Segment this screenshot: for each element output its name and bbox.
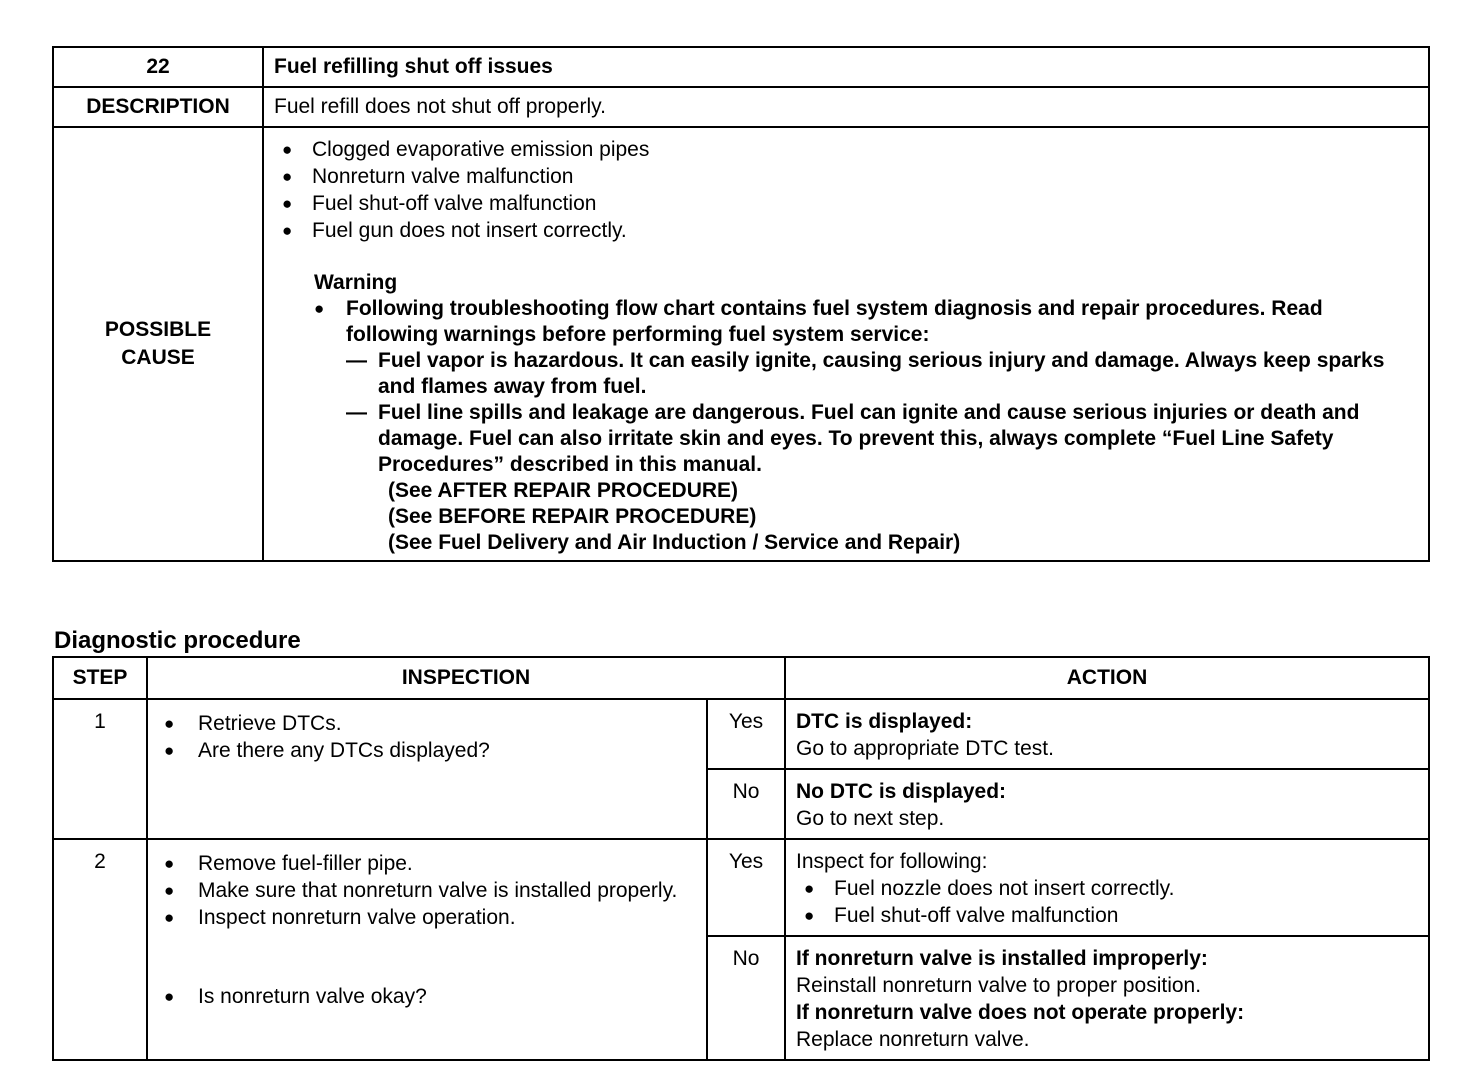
step-2-no-label: No: [707, 936, 785, 1060]
step-2-number: 2: [53, 839, 147, 1060]
list-item: ● Nonreturn valve malfunction: [274, 163, 1418, 190]
step-1-no-action: [785, 769, 1429, 839]
step-2-question-list: [156, 983, 696, 1010]
inspection-header: INSPECTION: [147, 657, 785, 699]
step-1-yes-action: [785, 699, 1429, 769]
see-ref: (See BEFORE REPAIR PROCEDURE): [388, 505, 757, 528]
list-item: ● Is nonreturn valve okay?: [156, 983, 696, 1010]
action-title: DTC is displayed:: [796, 710, 973, 733]
step-2-no-action: [785, 936, 1429, 1060]
action-title: If nonreturn valve is installed improperly:: [796, 947, 1208, 970]
step-2-yes-label: Yes: [707, 839, 785, 936]
list-item: ● Clogged evaporative emission pipes: [274, 136, 1418, 163]
cause-label-line-2: CAUSE: [121, 346, 195, 369]
cause-list: [274, 136, 1418, 244]
step-1-no-label: No: [707, 769, 785, 839]
warning-intro: [314, 296, 1418, 556]
list-item: ● Make sure that nonreturn valve is installed properly.: [156, 877, 696, 904]
diagnostic-heading: Diagnostic procedure: [54, 627, 301, 654]
step-1-yes-label: Yes: [707, 699, 785, 769]
list-item: ● Fuel nozzle does not insert correctly.: [796, 875, 1418, 902]
action-title: If nonreturn valve does not operate properly:: [796, 1001, 1245, 1024]
diagnostic-table: [52, 656, 1430, 1061]
step-2-yes-list: [796, 875, 1418, 929]
action-text: Replace nonreturn valve.: [796, 1028, 1030, 1051]
action-title: No DTC is displayed:: [796, 780, 1007, 803]
list-item: ● Fuel shut-off valve malfunction: [796, 902, 1418, 929]
symptom-title: Fuel refilling shut off issues: [263, 47, 1429, 87]
list-item: ● Fuel shut-off valve malfunction: [274, 190, 1418, 217]
possible-cause-content: [263, 127, 1429, 561]
action-text: Inspect for following:: [796, 850, 988, 873]
dash-mark: —: [346, 401, 367, 424]
dash-mark: —: [346, 349, 367, 372]
description-label: DESCRIPTION: [53, 87, 263, 127]
warning-dash-1-text: Fuel vapor is hazardous. It can easily ignite, causing serious injury and damage. Always keep sparks and flames away from fuel.: [378, 349, 1385, 398]
symptom-number: 22: [53, 47, 263, 87]
list-item: ● Remove fuel-filler pipe.: [156, 850, 696, 877]
see-ref: (See Fuel Delivery and Air Induction / Service and Repair): [388, 531, 961, 554]
action-text: Reinstall nonreturn valve to proper position.: [796, 974, 1202, 997]
symptom-table: [52, 46, 1430, 562]
warning-block: [314, 270, 1418, 556]
action-text: Go to appropriate DTC test.: [796, 737, 1054, 760]
action-header: ACTION: [785, 657, 1429, 699]
list-item: ● Are there any DTCs displayed?: [156, 737, 696, 764]
list-item: ● Inspect nonreturn valve operation.: [156, 904, 696, 931]
warning-dash-2-text: Fuel line spills and leakage are dangerous. Fuel can ignite and cause serious injuries or death and damage. Fuel can also irritate skin and eyes. To prevent this, always complete “Fuel Line Safety Procedures” described in this manual.: [378, 401, 1360, 476]
warning-dash-1: [346, 348, 1418, 400]
warning-title: Warning: [314, 271, 398, 294]
step-header: STEP: [53, 657, 147, 699]
list-item: ● Retrieve DTCs.: [156, 710, 696, 737]
list-item: ● Fuel gun does not insert correctly.: [274, 217, 1418, 244]
step-2-inspection: [147, 839, 707, 1060]
warning-intro-text: ● Following troubleshooting flow chart contains fuel system diagnosis and repair procedures. Read following warnings before performing fuel system service:: [346, 297, 1323, 346]
possible-cause-label: [53, 127, 263, 561]
step-1-number: 1: [53, 699, 147, 839]
step-2-yes-action: [785, 839, 1429, 936]
step-1-list: [156, 710, 696, 764]
action-text: Go to next step.: [796, 807, 945, 830]
cause-label-line-1: POSSIBLE: [104, 318, 212, 341]
warning-dash-2: [346, 400, 1418, 478]
step-1-inspection: [147, 699, 707, 839]
step-2-list: [156, 850, 696, 931]
see-ref: (See AFTER REPAIR PROCEDURE): [388, 479, 739, 502]
description-text: Fuel refill does not shut off properly.: [263, 87, 1429, 127]
